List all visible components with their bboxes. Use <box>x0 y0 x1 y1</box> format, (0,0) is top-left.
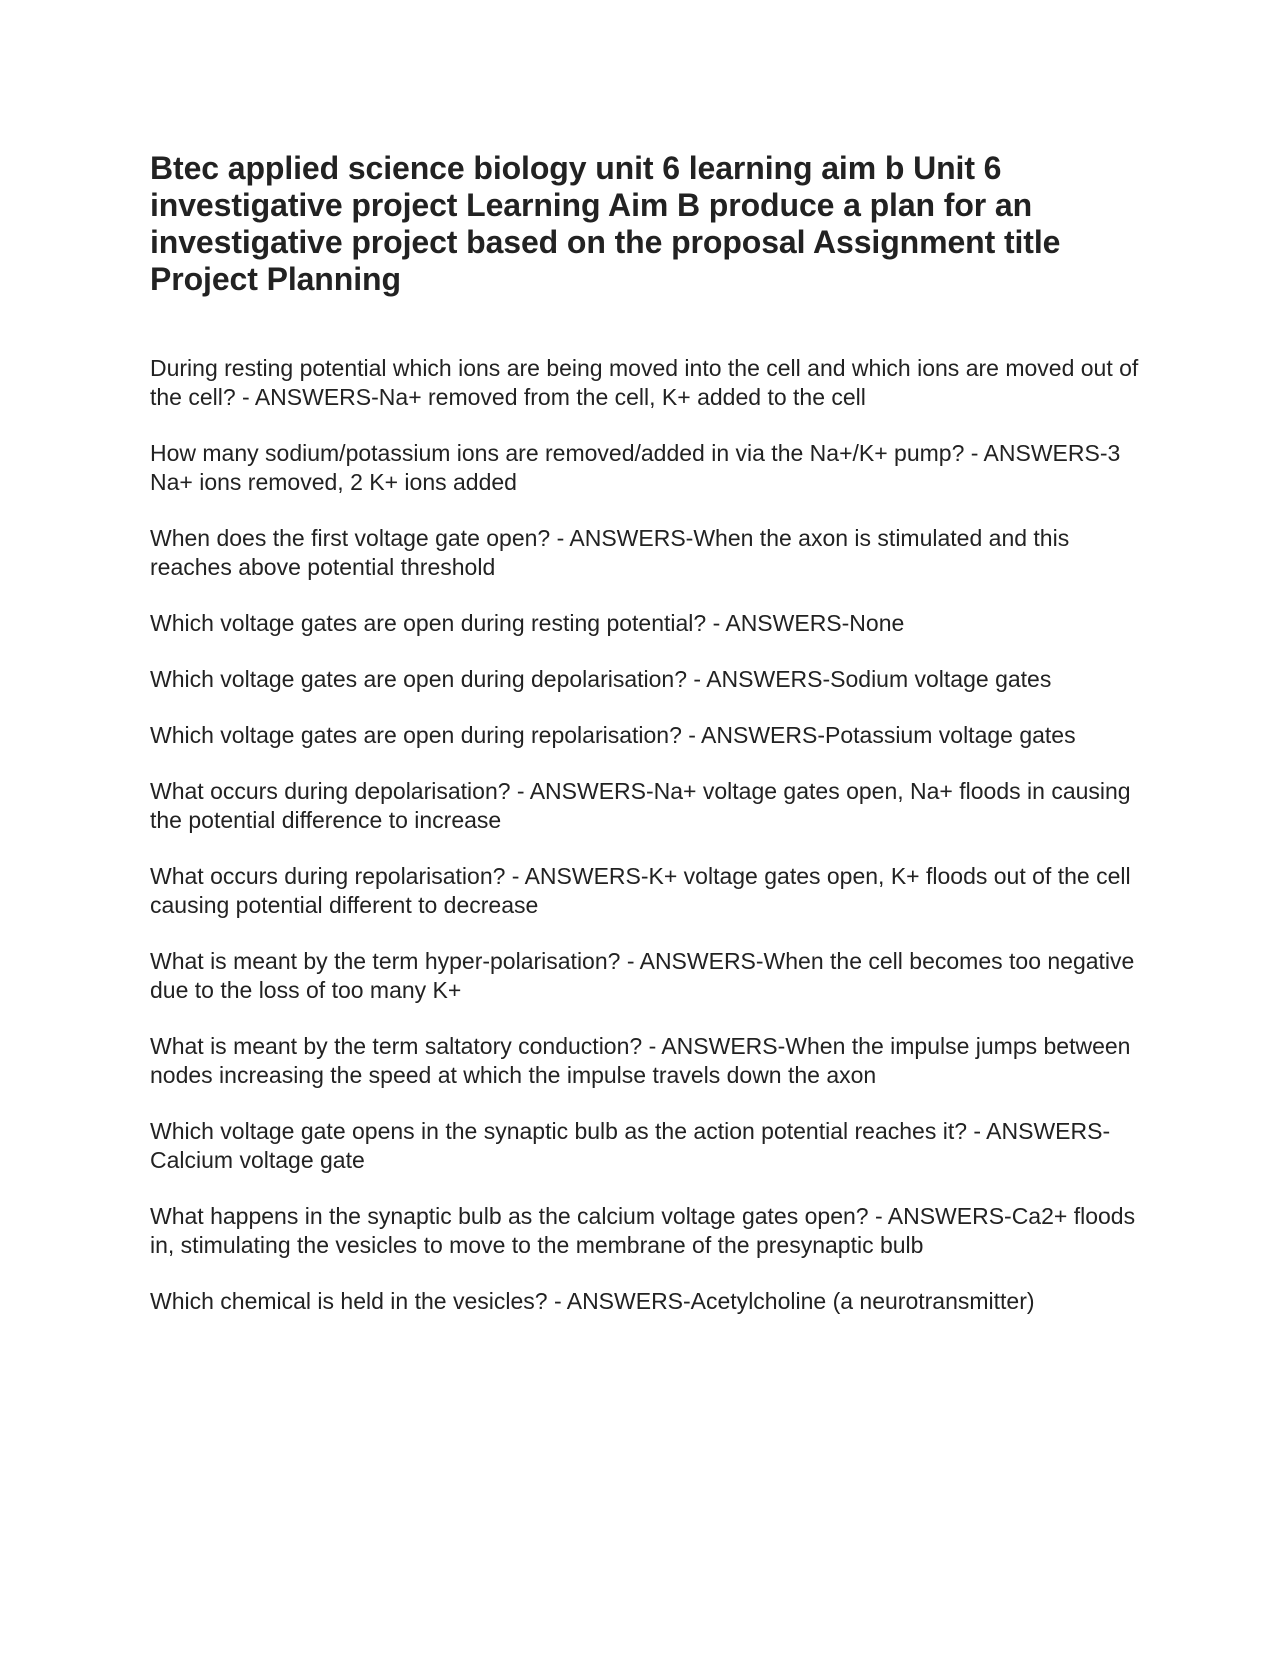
qa-list <box>150 354 1140 1316</box>
qa-item: When does the first voltage gate open? - ANSWERS-When the axon is stimulated and this reaches above potential threshold <box>150 525 1070 580</box>
qa-item: What occurs during depolarisation? - ANSWERS-Na+ voltage gates open, Na+ floods in causing the potential difference to increase <box>150 778 1131 833</box>
document-content <box>150 150 1140 1343</box>
document-title: Btec applied science biology unit 6 learning aim b Unit 6 investigative project Learning Aim B produce a plan for an investigative project based on the proposal Assignment title Project Planning <box>150 150 1061 297</box>
qa-item: Which voltage gates are open during repolarisation? - ANSWERS-Potassium voltage gates <box>150 722 1076 748</box>
qa-item: Which voltage gate opens in the synaptic bulb as the action potential reaches it? - ANSWERS-Calcium voltage gate <box>150 1118 1111 1173</box>
qa-item: Which chemical is held in the vesicles? - ANSWERS-Acetylcholine (a neurotransmitter) <box>150 1288 1035 1314</box>
qa-item: Which voltage gates are open during resting potential? - ANSWERS-None <box>150 610 905 636</box>
qa-item: What is meant by the term saltatory conduction? - ANSWERS-When the impulse jumps between nodes increasing the speed at which the impulse travels down the axon <box>150 1033 1131 1088</box>
qa-item: What is meant by the term hyper-polarisation? - ANSWERS-When the cell becomes too negative due to the loss of too many K+ <box>150 948 1135 1003</box>
qa-item: During resting potential which ions are being moved into the cell and which ions are moved out of the cell? - ANSWERS-Na+ removed from the cell, K+ added to the cell <box>150 355 1139 410</box>
qa-item: How many sodium/potassium ions are removed/added in via the Na+/K+ pump? - ANSWERS-3 Na+ ions removed, 2 K+ ions added <box>150 440 1121 495</box>
qa-item: Which voltage gates are open during depolarisation? - ANSWERS-Sodium voltage gates <box>150 666 1052 692</box>
qa-item: What occurs during repolarisation? - ANSWERS-K+ voltage gates open, K+ floods out of the cell causing potential different to decrease <box>150 863 1131 918</box>
qa-item: What happens in the synaptic bulb as the calcium voltage gates open? - ANSWERS-Ca2+ floods in, stimulating the vesicles to move to the membrane of the presynaptic bulb <box>150 1203 1136 1258</box>
